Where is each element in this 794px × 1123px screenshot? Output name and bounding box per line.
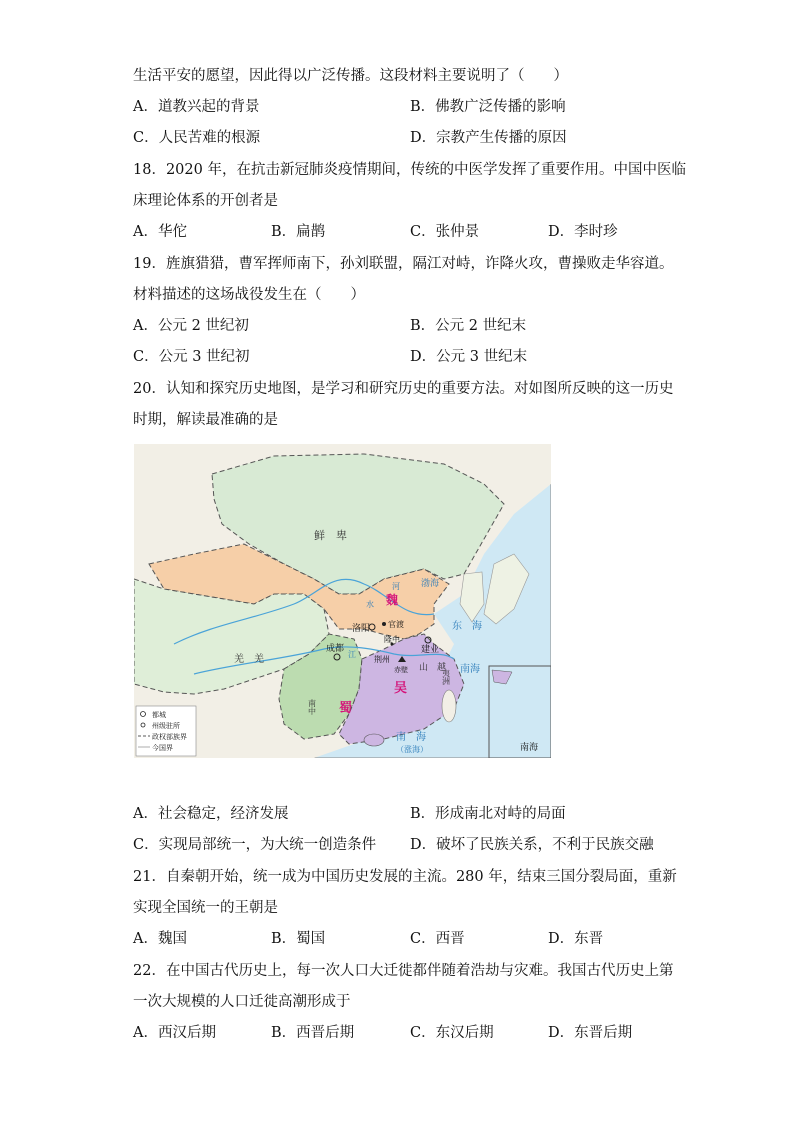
city-jingzhou: 荆州: [374, 655, 390, 664]
q18-option-c[interactable]: C．张仲景: [410, 224, 480, 240]
q19-stem-line1: 19．旌旗猎猎，曹军挥师南下，孙刘联盟，隔江对峙，诈降火攻，曹操败走华容道。: [133, 256, 674, 272]
q18-stem-line2: 床理论体系的开创者是: [133, 193, 278, 209]
legend-state-seat: 州级驻所: [152, 722, 180, 730]
q19-option-b[interactable]: B．公元 2 世纪末: [410, 318, 527, 334]
city-longzhong: 隆中: [384, 635, 400, 644]
q22-stem-line2: 一次大规模的人口迁徙高潮形成于: [133, 994, 351, 1010]
q17-option-d[interactable]: D．宗教产生传播的原因: [410, 130, 567, 146]
city-chengdu: 成都: [326, 644, 345, 654]
sea-donghai: 东 海: [452, 621, 482, 632]
label-wei: 魏: [386, 593, 399, 607]
label-yizhou: 夷洲: [441, 669, 451, 685]
sea-zhanghai: （涨海）: [396, 745, 428, 754]
city-luoyang: 洛阳: [352, 624, 371, 634]
label-nanzhong: 南中: [307, 699, 317, 715]
city-chibi: 赤壁: [394, 666, 408, 674]
q22-option-a[interactable]: A．西汉后期: [133, 1025, 216, 1041]
q22-option-b[interactable]: B．西晋后期: [271, 1025, 355, 1041]
q20-option-c[interactable]: C．实现局部统一，为大统一创造条件: [133, 837, 377, 853]
q18-option-d[interactable]: D．李时珍: [548, 224, 618, 240]
river-shui: 水: [366, 600, 374, 609]
q22-option-d[interactable]: D．东晋后期: [548, 1025, 633, 1041]
label-xianbei: 鲜 卑: [314, 529, 347, 542]
sea-bohai: 渤海: [421, 579, 440, 589]
q19-stem-line2: 材料描述的这场战役发生在（ ）: [133, 287, 365, 303]
q20-stem-line2: 时期，解读最准确的是: [133, 412, 278, 428]
legend-regime-border: 政权部族界: [152, 733, 187, 741]
q17-stem: 生活平安的愿望，因此得以广泛传播。这段材料主要说明了（ ）: [133, 68, 568, 84]
sea-nanhai: 南 海: [396, 732, 426, 743]
hainan-island: [364, 734, 384, 746]
q18-option-a[interactable]: A．华佗: [133, 224, 187, 240]
sea-nanhai-short: 南海: [460, 664, 480, 675]
q20-stem-line1: 20．认知和探究历史地图，是学习和研究历史的重要方法。对如图所反映的这一历史: [133, 381, 674, 397]
label-wu: 吴: [394, 681, 408, 696]
legend-modern-border: 今国界: [152, 744, 173, 752]
q20-option-d[interactable]: D．破坏了民族关系，不利于民族交融: [410, 837, 654, 853]
q18-stem-line1: 18．2020 年，在抗击新冠肺炎疫情期间，传统的中医学发挥了重要作用。中国中医临: [133, 162, 686, 178]
q21-stem-line1: 21．自秦朝开始，统一成为中国历史发展的主流。280 年，结束三国分裂局面，重新: [133, 869, 677, 885]
q21-option-a[interactable]: A．魏国: [133, 931, 187, 947]
city-jianye: 建业: [421, 645, 440, 655]
q17-option-b[interactable]: B．佛教广泛传播的影响: [410, 99, 566, 115]
yizhou-island: [442, 690, 456, 722]
q20-option-b[interactable]: B．形成南北对峙的局面: [410, 806, 566, 822]
city-guandu: 官渡: [388, 620, 404, 629]
q21-stem-line2: 实现全国统一的王朝是: [133, 900, 278, 916]
q17-option-a[interactable]: A．道教兴起的背景: [133, 99, 260, 115]
inset-label: 南海: [519, 743, 539, 753]
three-kingdoms-map: [134, 444, 551, 758]
q22-option-c[interactable]: C．东汉后期: [410, 1025, 494, 1041]
q19-option-a[interactable]: A．公元 2 世纪初: [133, 318, 249, 334]
river-jiang: 江: [348, 650, 356, 659]
q19-option-c[interactable]: C．公元 3 世纪初: [133, 349, 250, 365]
q18-option-b[interactable]: B．扁鹊: [271, 224, 326, 240]
label-shu: 蜀: [339, 701, 353, 716]
q20-option-a[interactable]: A．社会稳定，经济发展: [133, 806, 289, 822]
label-qiang: 羌 羌: [234, 654, 264, 665]
q17-option-c[interactable]: C．人民苦难的根源: [133, 130, 261, 146]
river-he: 河: [392, 582, 400, 591]
q21-option-d[interactable]: D．东晋: [548, 931, 604, 947]
q21-option-b[interactable]: B．蜀国: [271, 931, 326, 947]
legend-capital: 都城: [152, 711, 166, 719]
q21-option-c[interactable]: C．西晋: [410, 931, 465, 947]
q19-option-d[interactable]: D．公元 3 世纪末: [410, 349, 528, 365]
label-shanyue: 山 越: [419, 663, 447, 673]
q22-stem-line1: 22．在中国古代历史上，每一次人口大迁徙都伴随着浩劫与灾难。我国古代历史上第: [133, 963, 674, 979]
